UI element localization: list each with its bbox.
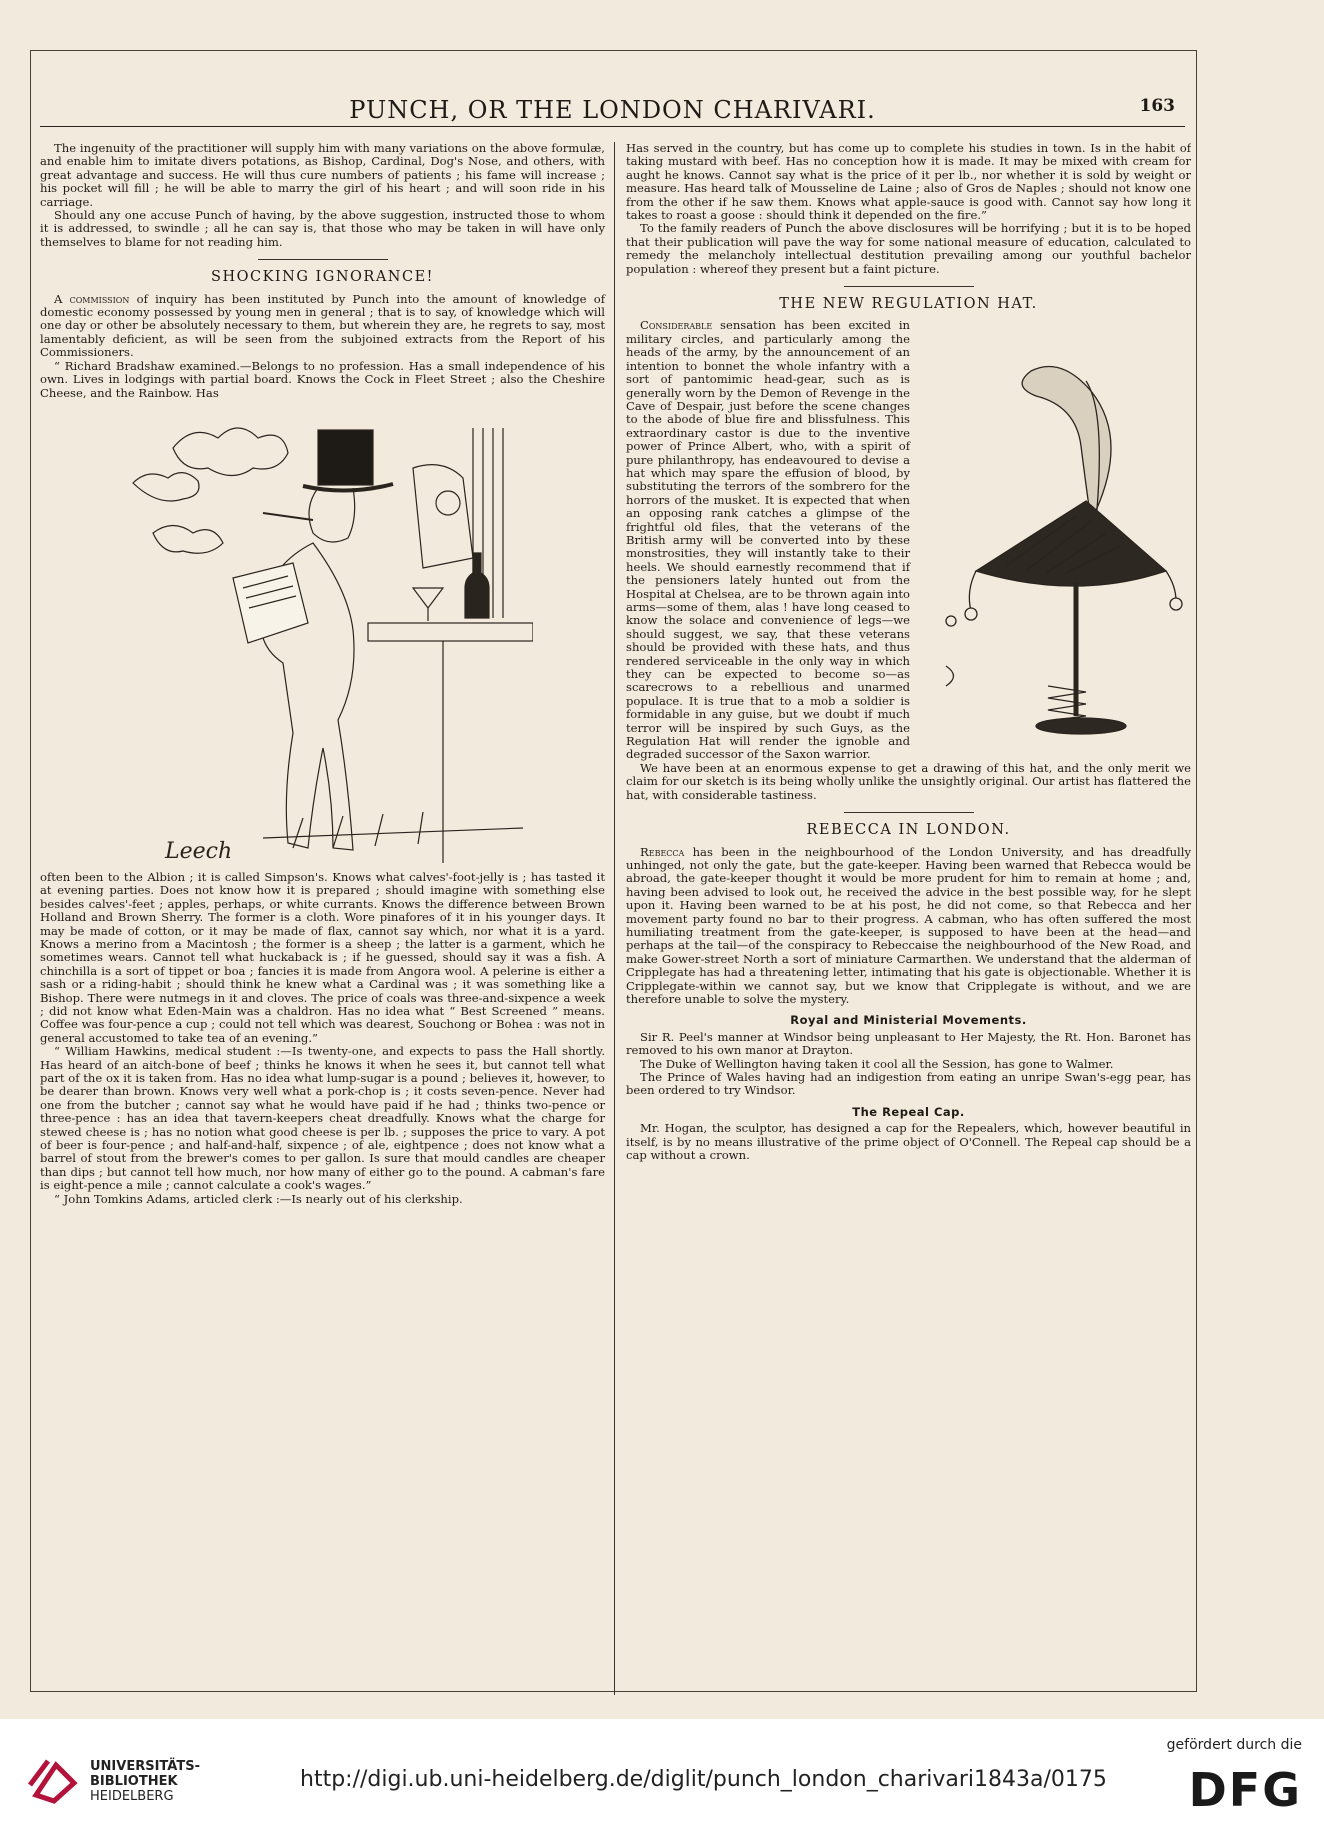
paragraph: Has served in the country, but has come up to complete his studies in town. Is in the habit of taking mustard with beef. Has no conception how it is made. It may be mixed with cream for aught he knows. Cannot say what is the price of it per lb., nor whether it is sold by weight or measure. Has heard talk of Mousseline de Laine ; also of Gros de Naples ; should not know one from the other if he saw them. Knows what apple-sauce is good with. Cannot say how long it takes to roast a goose : should think it depended on the fire.” (626, 142, 1191, 223)
permalink-url[interactable]: http://digi.ub.uni-heidelberg.de/diglit/punch_london_charivari1843a/0175 (300, 1767, 1107, 1792)
lead-capitals: Considerable (640, 318, 713, 333)
library-name-line: HEIDELBERG (90, 1789, 174, 1804)
paragraph: Should any one accuse Punch of having, by the above suggestion, instructed those to whom it is addressed, to swindle ; all he can say is, that those who may be taken in will have only themselves to blame for not reading him. (40, 208, 605, 249)
illustration-regulation-hat (916, 321, 1191, 741)
funding-label: gefördert durch die (1166, 1737, 1302, 1753)
paragraph: often been to the Albion ; it is called Simpson's. Knows what calves'-foot-jelly is ; has tasted it at evening parties. Does not know how it is prepared ; should imagine with something else besides calves'-feet ; apples, perhaps, or white currants. Knows the difference between Brown Holland and Brown Sherry. The former is a cloth. Wore pinafores of it in his younger days. It may be made of cotton, or it may be made of flax, cannot say which, nor what it is a yard. Knows a merino from a Macintosh ; the former is a sheep ; the latter is a garment, which he sometimes wears. Cannot tell what huckaback is ; if he guessed, should say it was a fish. A chinchilla is a sort of tippet or boa ; fancies it is made from Angora wool. A pelerine is either a sash or a riding-habit ; should think he knew what a Cardinal was ; it was something like a Bishop. There were nutmegs in it and cloves. The price of coals was three-and-sixpence a week ; did not know what Eden-Main was a chaldron. Has no idea what “ Best Screened ” means. Coffee was four-pence a cup ; could not tell which was dearest, Souchong or Bohea : was not in general accustomed to take tea of an evening.” (40, 869, 605, 1045)
illustration-smoking-gentleman (40, 408, 605, 863)
page-number: 163 (1139, 96, 1175, 116)
paragraph: The ingenuity of the practitioner will supply him with many variations on the above formulæ, and enable him to imitate divers potations, as Bishop, Cardinal, Dog's Nose, and others, with great advantage and success. He will thus cure numbers of patients ; his fame will increase ; his pocket will fill ; he will be able to marry the girl of his heart ; and will soon ride in his carriage. (40, 142, 605, 209)
paragraph: Sir R. Peel's manner at Windsor being unpleasant to Her Majesty, the Rt. Hon. Baronet has removed to his own manor at Drayton. (626, 1029, 1191, 1058)
subsection-title: The Repeal Cap. (852, 1104, 965, 1119)
dfg-logo: DFG (1188, 1763, 1302, 1817)
section-divider (258, 259, 388, 260)
paragraph: The Duke of Wellington having taken it cool all the Session, has gone to Walmer. (640, 1056, 1114, 1071)
paragraph: has been in the neighbourhood of the London University, and has dreadfully unhinged, not only the gate, but the gate-keeper. Having been warned that Rebecca would be abroad, the gate-keeper thought it would be more prudent for him to remain at home ; and, having been advised to look out, he received the advice in the best possible way, for he slept upon it. Having been warned to be at his post, he did not come, so that Rebecca and her movement party found no bar to their progress. A cabman, who has often suffered the most humiliating treatment from the gate-keeper, is supposed to have been at the head—and perhaps at the tail—of the conspiracy to Rebeccaise the neighbourhood of the New Road, and make Gower-street North a sort of miniature Carmarthen. We understand that the alderman of Cripplegate has had a threatening letter, intimating that his gate is objectionable. Whether it is Cripplegate-within we cannot say, but we know that Cripplegate is without, and we are therefore unable to solve the mystery. (626, 844, 1191, 1006)
left-column (40, 142, 615, 1695)
artist-signature: Leech (164, 838, 232, 863)
section-title: SHOCKING IGNORANCE! (211, 269, 434, 286)
library-name (90, 1759, 200, 1804)
masthead-title: PUNCH, OR THE LONDON CHARIVARI. (349, 96, 876, 124)
library-name-line: BIBLIOTHEK (90, 1774, 178, 1789)
paragraph: sensation has been excited in military circles, and particularly among the heads of the army, by the announcement of an intention to bonnet the whole infantry with a sort of pantomimic head-gear, such as is generally worn by the Demon of Revenge in the Cave of Despair, just before the scene changes to the abode of blue fire and blissfulness. This extraordinary castor is due to the inventive power of Prince Albert, who, with a spirit of pure philanthropy, has endeavoured to devise a hat which may spare the effusion of blood, by substituting the terrors of the sombrero for the horrors of the musket. It is expected that when an opposing rank catches a glimpse of the frightful old files, that the veterans of the British army will be converted into by these monstrosities, they will instantly take to their heels. We should earnestly recommend that if the pensioners lately hunted out from the Hospital at Chelsea, are to be thrown again into arms—some of them, alas ! have long ceased to know the solace and convenience of legs—we should suggest, we say, that these veterans should be provided with these hats, and thus rendered serviceable in the only way in which they can be expected to become so—as scarecrows to a rebellious and unarmed populace. It is true that to a mob a soldier is formidable in any guise, but we doubt if much terror will be inspired by such Guys, as the Regulation Hat will render the ignoble and degraded successor of the Saxon warrior. (626, 318, 911, 762)
section-title: THE NEW REGULATION HAT. (779, 296, 1038, 313)
section-divider (844, 286, 974, 287)
paragraph: “ Richard Bradshaw examined.—Belongs to no profession. Has a small independence of his own. Lives in lodgings with partial board. Knows the Cock in Fleet Street ; also the Cheshire Cheese, and the Rainbow. Has (40, 358, 605, 400)
section-divider (844, 812, 974, 813)
paragraph: of inquiry has been instituted by Punch into the amount of knowledge of domestic economy possessed by young men in general ; that is to say, of knowledge which will one day or other be absolutely necessary to them, but wherein they are, he regrets to say, most lamentably deficient, as will be seen from the subjoined extracts from the Report of his Commissioners. (40, 291, 606, 360)
library-name-line: UNIVERSITÄTS- (90, 1759, 200, 1774)
paragraph: “ William Hawkins, medical student :—Is twenty-one, and expects to pass the Hall shortly. Has heard of an aitch-bone of beef ; thinks he knows it when he sees it, but cannot tell what part of the ox it is taken from. Has no idea what lump-sugar is a pound ; believes it, however, to be dearer than brown. Knows very well what a pork-chop is ; it costs seven-pence. Never had one from the butcher ; cannot say what he would have paid if he had ; thinks two-pence or three-pence : has an idea that tavern-keepers cheat dreadfully. Knows what the charge for stewed cheese is ; has no notion what good cheese is per lb. ; supposes the price to vary. A pot of beer is four-pence ; and half-and-half, sixpence ; of ale, eightpence ; does not know what a barrel of stout from the brewer's comes to per gallon. Is sure that mould candles are cheaper than dips ; but cannot tell how much, nor how many of either go to the pound. A cabman's fare is eight-pence a mile ; cannot calculate a cook's wages.” (40, 1044, 605, 1193)
section-title: REBECCA IN LONDON. (806, 822, 1011, 839)
right-column (622, 142, 1191, 1695)
paragraph: We have been at an enormous expense to get a drawing of this hat, and the only merit we claim for our sketch is its being wholly unlike the unsightly original. Our artist has flattered the hat, with considerable tastiness. (626, 760, 1191, 802)
subsection-title: Royal and Ministerial Movements. (790, 1013, 1027, 1028)
paragraph: Mr. Hogan, the sculptor, has designed a cap for the Repealers, which, however beautiful in itself, is by no means illustrative of the prime object of O'Connell. The Repeal cap should be a cap without a crown. (626, 1121, 1191, 1163)
lead-capitals: A commission (54, 291, 130, 306)
engraving-illustration (113, 408, 533, 863)
paragraph: To the family readers of Punch the above disclosures will be horrifying ; but it is to be hoped that their publication will pave the way for some national measure of education, calculated to remedy the melancholy intellectual destitution prevailing among our youthful bachelor population : whereof they present but a faint picture. (626, 221, 1191, 276)
digitization-footer (0, 1719, 1324, 1839)
page-header (40, 92, 1185, 127)
lead-capitals: Rebecca (640, 844, 685, 859)
paragraph: The Prince of Wales having had an indigestion from eating an unripe Swan's-egg pear, has been ordered to try Windsor. (626, 1070, 1191, 1098)
paragraph: “ John Tomkins Adams, articled clerk :—Is nearly out of his clerkship. (54, 1191, 463, 1206)
hat-engraving (916, 321, 1191, 741)
library-logo-icon (28, 1755, 78, 1805)
